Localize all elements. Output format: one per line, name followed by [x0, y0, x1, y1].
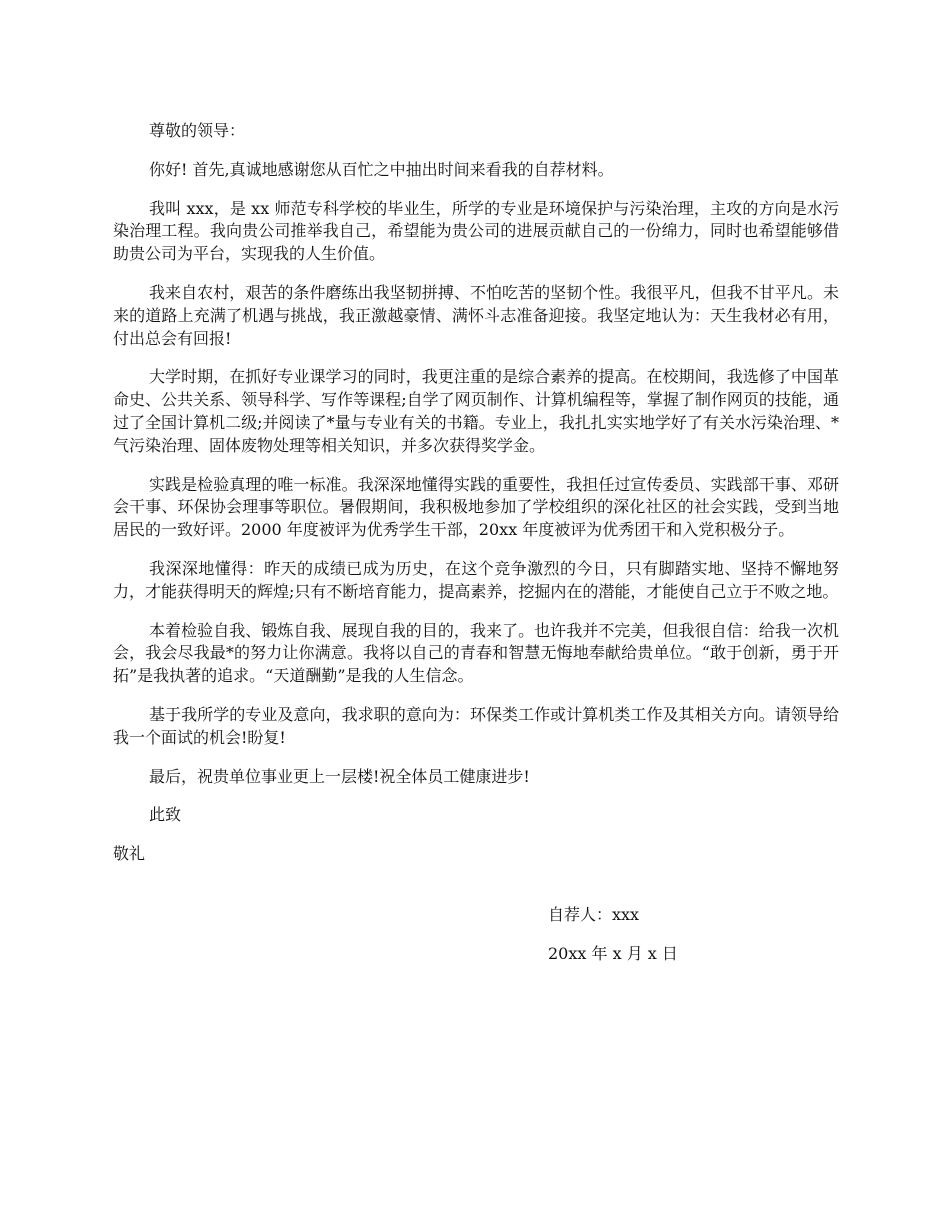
paragraph-philosophy: 我深深地懂得：昨天的成绩已成为历史，在这个竞争激烈的今日，只有脚踏实地、坚持不懈地努力，才能获得明天的辉煌;只有不断培育能力，提高素养，挖掘内在的潜能，才能使自己立于不败之地。 — [113, 558, 839, 601]
closing-cizhi: 此致 — [149, 805, 182, 825]
signature-date: 20xx 年 x 月 x 日 — [548, 943, 678, 963]
salutation: 尊敬的领导： — [149, 121, 246, 140]
letter-body — [113, 120, 839, 882]
paragraph-commitment: 本着检验自我、锻炼自我、展现自我的目的，我来了。也许我并不完美，但我很自信：给我一次机会，我会尽我最*的努力让你满意。我将以自己的青春和智慧无悔地奉献给贵单位。“敢于创新，勇于开拓”是我执著的追求。“天道酬勤”是我的人生信念。 — [113, 620, 839, 686]
paragraph-job-intention: 基于我所学的专业及意向，我求职的意向为：环保类工作或计算机类工作及其相关方向。请领导给我一个面试的机会!盼复! — [113, 704, 839, 747]
paragraph-practice: 实践是检验真理的唯一标准。我深深地懂得实践的重要性，我担任过宣传委员、实践部干事、邓研会干事、环保协会理事等职位。暑假期间，我积极地参加了学校组织的深化社区的社会实践，受到当地居民的一致好评。2000 年度被评为优秀学生干部，20xx 年度被评为优秀团干和入党积极分子。 — [113, 474, 839, 540]
paragraph-greeting: 你好! 首先,真诚地感谢您从百忙之中抽出时间来看我的自荐材料。 — [149, 159, 614, 179]
paragraph-introduction: 我叫 xxx，是 xx 师范专科学校的毕业生，所学的专业是环境保护与污染治理，主攻的方向是水污染治理工程。我向贵公司推举我自己，希望能为贵公司的进展贡献自己的一份绵力，同时也希望能够借助贵公司为平台，实现我的人生价值。 — [113, 198, 839, 264]
signature-name: 自荐人：xxx — [548, 905, 640, 924]
closing-jingli: 敬礼 — [113, 844, 146, 864]
paragraph-education: 大学时期，在抓好专业课学习的同时，我更注重的是综合素养的提高。在校期间，我选修了中国革命史、公共关系、领导科学、写作等课程;自学了网页制作、计算机编程等，掌握了制作网页的技能，通过了全国计算机二级;并阅读了*量与专业有关的书籍。专业上，我扎扎实实地学好了有关水污染治理、*气污染治理、固体废物处理等相关知识，并多次获得奖学金。 — [113, 367, 839, 455]
paragraph-wishes: 最后，祝贵单位事业更上一层楼!祝全体员工健康进步! — [149, 766, 530, 786]
paragraph-background: 我来自农村，艰苦的条件磨练出我坚韧拼搏、不怕吃苦的坚韧个性。我很平凡，但我不甘平凡。未来的道路上充满了机遇与挑战，我正激越豪情、满怀斗志准备迎接。我坚定地认为：天生我材必有用，付出总会有回报! — [113, 282, 839, 348]
signature-block — [548, 904, 678, 982]
